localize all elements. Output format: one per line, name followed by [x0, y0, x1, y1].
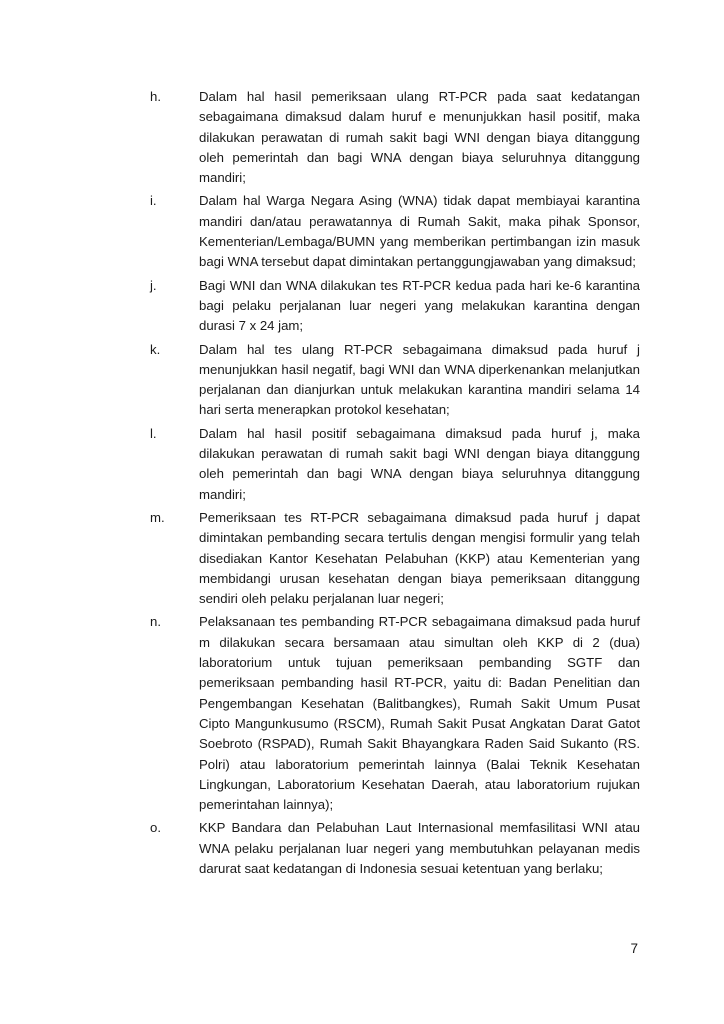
enumerated-list [150, 87, 640, 882]
list-item-n [150, 612, 640, 815]
list-item-o [150, 818, 640, 879]
list-marker: m. [150, 509, 165, 525]
list-text: KKP Bandara dan Pelabuhan Laut Internasional memfasilitasi WNI atau WNA pelaku perjalanan luar negeri yang membutuhkan pelayanan medis darurat saat kedatangan di Indonesia sesuai ketentuan yang berlaku; [199, 820, 640, 876]
list-item-j [150, 276, 640, 337]
list-item-k [150, 340, 640, 421]
list-item-h [150, 87, 640, 188]
list-marker: j. [150, 277, 157, 293]
list-text: Pelaksanaan tes pembanding RT-PCR sebagaimana dimaksud pada huruf m dilakukan secara bersamaan atau simultan oleh KKP di 2 (dua) laboratorium untuk tujuan pemeriksaan pembanding SGTF dan pemeriksaan pembanding hasil RT-PCR, yaitu di: Badan Penelitian dan Pengembangan Kesehatan (Balitbangkes), Rumah Sakit Umum Pusat Cipto Mangunkusumo (RSCM), Rumah Sakit Pusat Angkatan Darat Gatot Soebroto (RSPAD), Rumah Sakit Bhayangkara Raden Said Sukanto (RS. Polri) atau laboratorium pemerintah lainnya (Balai Teknik Kesehatan Lingkungan, Laboratorium Kesehatan Daerah, atau laboratorium rujukan pemerintahan lainnya); [199, 614, 640, 813]
list-text: Dalam hal hasil positif sebagaimana dimaksud pada huruf j, maka dilakukan perawatan di rumah sakit bagi WNI dengan biaya ditanggung oleh pemerintah dan bagi WNA dengan biaya seluruhnya ditanggung mandiri; [199, 425, 640, 502]
list-marker: o. [150, 820, 161, 836]
list-marker: h. [150, 89, 161, 104]
list-item-m [150, 508, 640, 609]
list-text: Dalam hal Warga Negara Asing (WNA) tidak dapat membiayai karantina mandiri dan/atau perawatannya di Rumah Sakit, maka pihak Sponsor, Kementerian/Lembaga/BUMN yang memberikan pertimbangan izin masuk bagi WNA tersebut dapat dimintakan pertanggungjawaban yang dimaksud; [199, 193, 640, 270]
list-text: Pemeriksaan tes RT-PCR sebagaimana dimaksud pada huruf j dapat dimintakan pembanding secara tertulis dengan mengisi formulir yang telah disediakan Kantor Kesehatan Pelabuhan (KKP) atau Kementerian yang membidangi urusan kesehatan dengan biaya pemeriksaan ditanggung sendiri oleh pelaku perjalanan luar negeri; [199, 509, 640, 607]
list-text: Bagi WNI dan WNA dilakukan tes RT-PCR kedua pada hari ke-6 karantina bagi pelaku perjalanan luar negeri yang melakukan karantina dengan durasi 7 x 24 jam; [199, 277, 640, 334]
list-item-l [150, 424, 640, 505]
list-marker: l. [150, 425, 157, 441]
list-marker: k. [150, 341, 161, 357]
list-marker: n. [150, 614, 161, 630]
list-text: Dalam hal tes ulang RT-PCR sebagaimana dimaksud pada huruf j menunjukkan hasil negatif, bagi WNI dan WNA diperkenankan melanjutkan perjalanan dan dianjurkan untuk melakukan karantina mandiri selama 14 hari serta menerapkan protokol kesehatan; [199, 341, 640, 418]
list-text: Dalam hal hasil pemeriksaan ulang RT-PCR pada saat kedatangan sebagaimana dimaksud dalam huruf e menunjukkan hasil positif, maka dilakukan perawatan di rumah sakit bagi WNI dengan biaya ditanggung oleh pemerintah dan bagi WNA dengan biaya seluruhnya ditanggung mandiri; [199, 89, 640, 186]
list-item-i [150, 191, 640, 272]
page-number: 7 [630, 941, 638, 956]
list-marker: i. [150, 193, 157, 209]
